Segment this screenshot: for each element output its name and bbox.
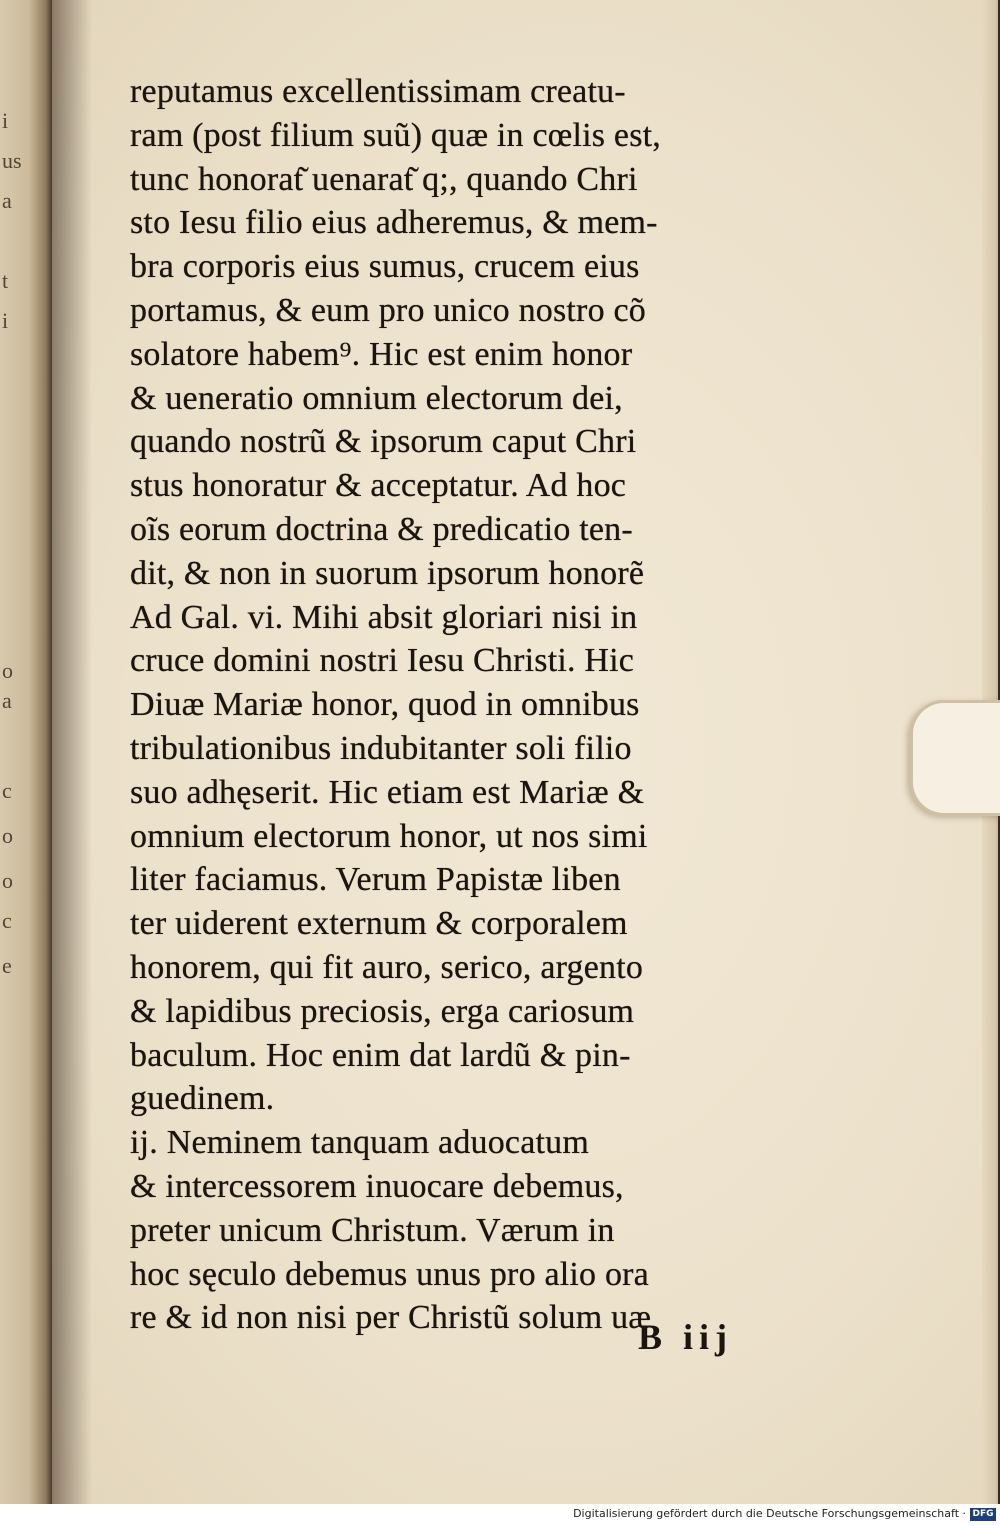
- book-page: [52, 0, 998, 1504]
- text-line: reputamus excellentissimam creatu-: [130, 73, 626, 110]
- facing-page-fragment: a: [2, 188, 12, 213]
- footer-bar: [0, 1504, 1000, 1526]
- footer-credit: Digitalisierung gefördert durch die Deutsche Forschungsgemeinschaft ·: [573, 1507, 966, 1520]
- text-line: ram (post filium suũ) quæ in cœlis est,: [130, 116, 661, 154]
- text-line: hoc sęculo debemus unus pro alio ora: [130, 1255, 649, 1293]
- text-line: ter uiderent externum & corporalem: [130, 905, 628, 943]
- text-line: baculum. Hoc enim dat lardũ & pin-: [130, 1036, 631, 1074]
- facing-page-fragment: a: [2, 688, 12, 713]
- facing-page-fragment: c: [2, 908, 12, 933]
- gutter-shadow: [52, 0, 92, 1504]
- text-line: honorem, qui fit auro, serico, argento: [130, 948, 644, 986]
- text-line: omnium electorum honor, ut nos simi: [130, 817, 648, 855]
- scanner-clip: [910, 700, 1000, 816]
- text-line: bra corporis eius sumus, crucem eius: [130, 248, 640, 286]
- facing-page-fragment: e: [2, 953, 12, 978]
- text-line: Ad Gal. vi. Mihi absit gloriari nisi in: [130, 598, 638, 636]
- facing-page-edge: [0, 0, 52, 1504]
- text-line: solatore habem⁹. Hic est enim honor: [130, 335, 633, 373]
- text-line: tribulationibus indubitanter soli filio: [130, 729, 632, 767]
- text-line: oĩs eorum doctrina & predicatio ten-: [130, 510, 633, 548]
- text-line: & ueneratio omnium electorum dei,: [130, 379, 623, 417]
- text-line: quando nostrũ & ipsorum caput Chri: [130, 423, 637, 461]
- facing-page-fragment: o: [2, 868, 13, 893]
- text-line: stus honoratur & acceptatur. Ad hoc: [130, 467, 627, 505]
- text-line: dit, & non in suorum ipsorum honorẽ: [130, 554, 645, 592]
- body-text: [130, 70, 830, 1340]
- dfg-logo-icon: DFG: [970, 1508, 996, 1521]
- text-line: & intercessorem inuocare debemus,: [130, 1167, 624, 1205]
- text-line: sto Iesu filio eius adheremus, & mem-: [130, 204, 658, 242]
- facing-page-fragment: us: [2, 148, 22, 173]
- text-line: liter faciamus. Verum Papistæ liben: [130, 861, 621, 899]
- facing-page-fragment: i: [2, 108, 9, 133]
- text-line: re & id non nisi per Christũ solum uæ: [130, 1299, 652, 1337]
- facing-page-fragment: o: [2, 823, 13, 848]
- facing-page-fragment: i: [2, 308, 9, 333]
- text-line: guedinem.: [130, 1080, 275, 1118]
- text-line: Diuæ Mariæ honor, quod in omnibus: [130, 686, 640, 724]
- signature-mark: B iij: [638, 1317, 734, 1357]
- text-line: cruce domini nostri Iesu Christi. Hic: [130, 642, 635, 680]
- text-line: portamus, & eum pro unico nostro cõ: [130, 291, 646, 329]
- facing-page-fragment: t: [2, 268, 9, 293]
- facing-page-fragment: c: [2, 778, 12, 803]
- text-line: & lapidibus preciosis, erga cariosum: [130, 992, 635, 1030]
- text-line: suo adhęserit. Hic etiam est Mariæ &: [130, 773, 645, 811]
- text-line: ij. Neminem tanquam aduocatum: [130, 1124, 590, 1162]
- facing-page-fragment: o: [2, 658, 13, 683]
- text-line: preter unicum Christum. Værum in: [130, 1211, 615, 1249]
- text-line: tunc honorat͂ uenarat͂ q;, quando Chri: [130, 160, 638, 198]
